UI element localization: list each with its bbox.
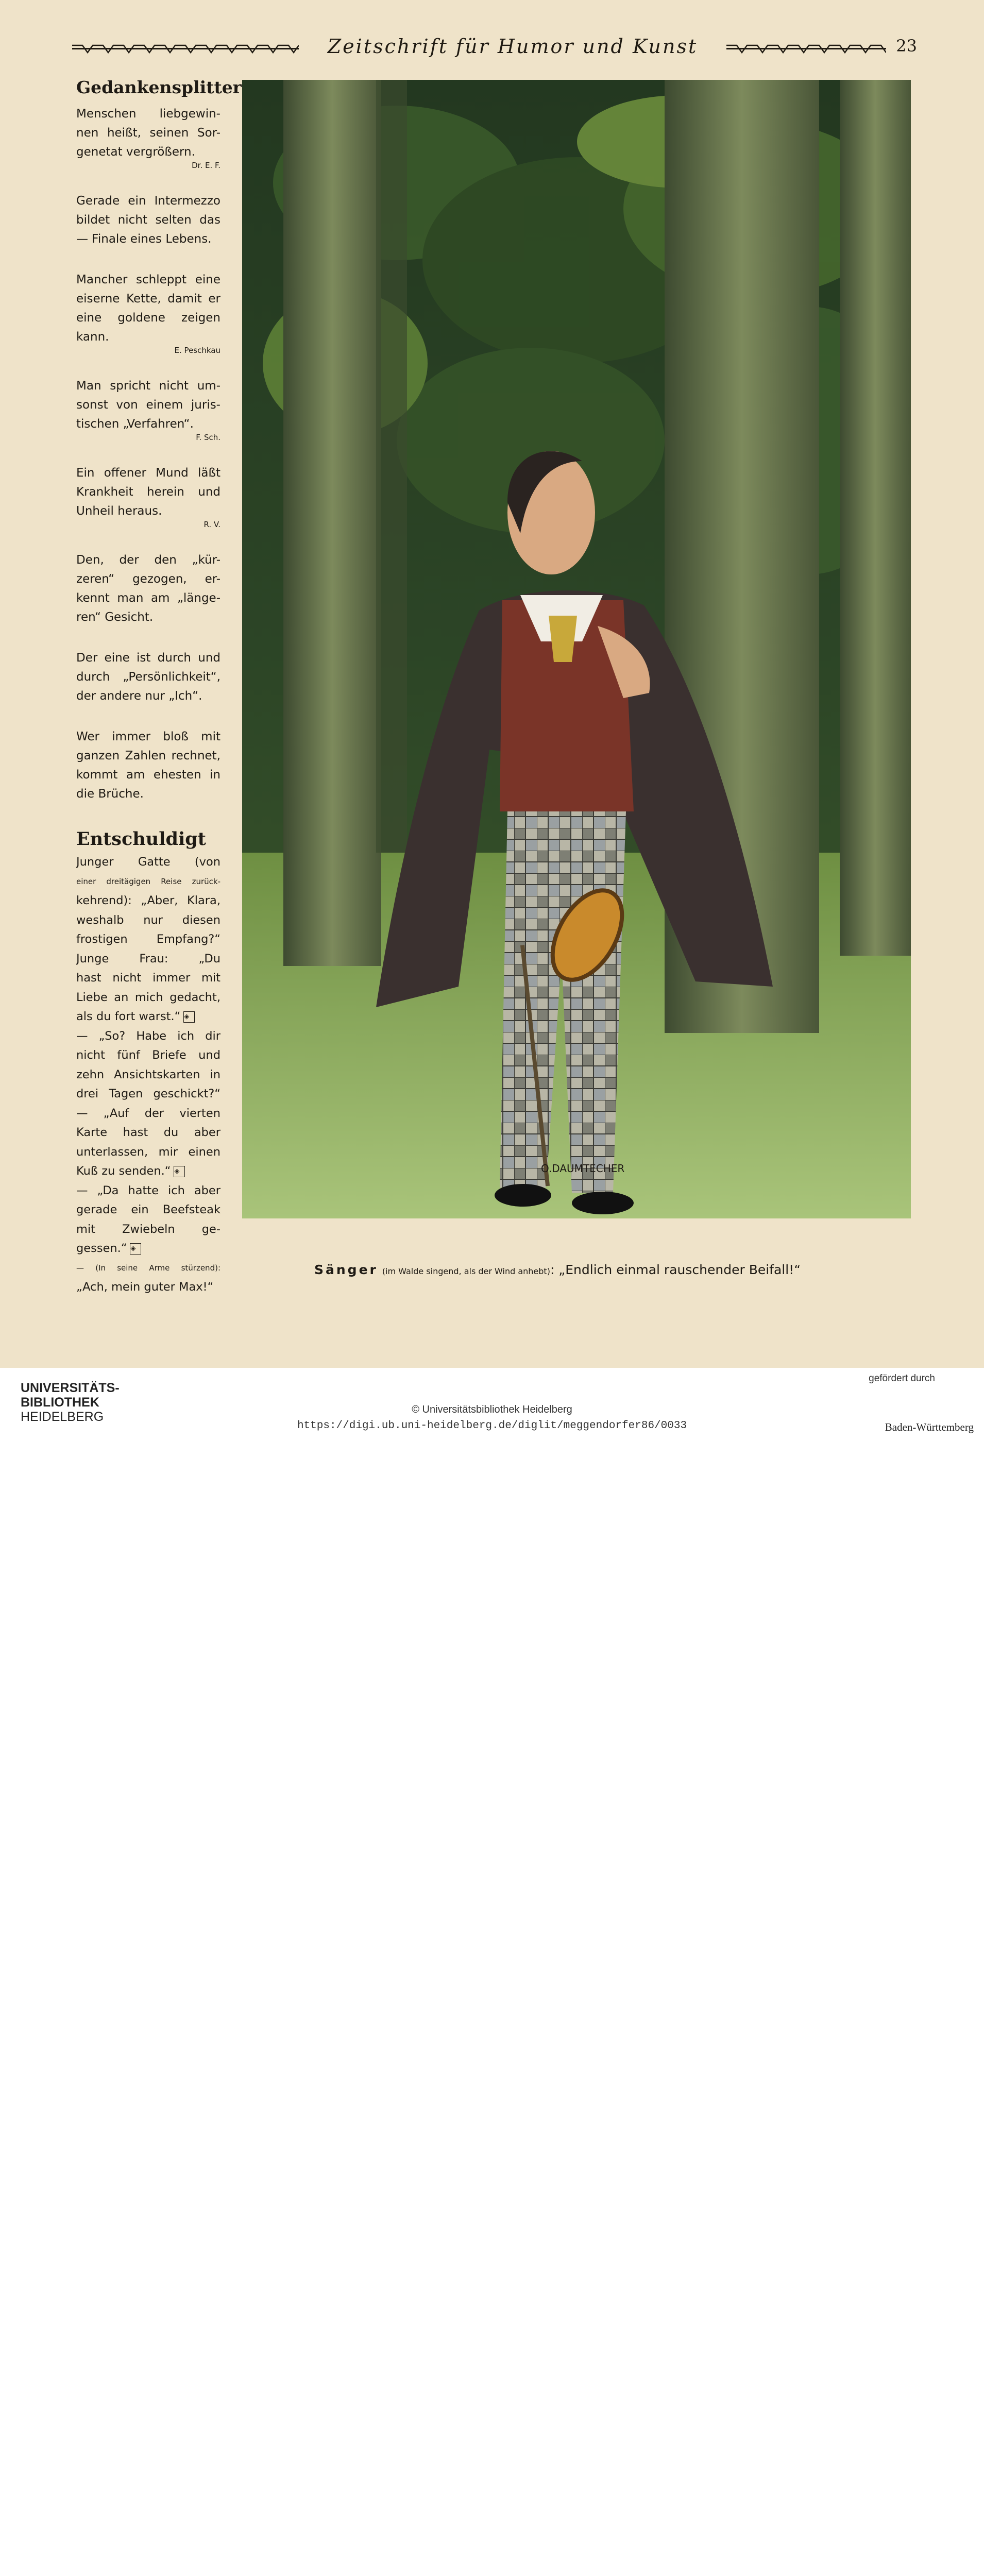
anecdote-line-text: Liebe an mich gedacht, [76,990,220,1004]
aphorism-line: kann. [76,330,109,344]
page-number: 23 [896,36,917,56]
header-ornament-left [72,43,299,55]
anecdote-line [76,1278,220,1297]
aphorism-line: bildet nicht selten das [76,213,220,227]
aphorism-line: Den, der den „kür- [76,553,220,567]
anecdote-line-text: unterlassen, mir einen [76,1145,220,1159]
anecdote-line-text: Junge Frau: „Du [76,952,220,965]
library-name-line2: BIBLIOTHEK [21,1395,99,1410]
aphorism [76,464,220,529]
anecdote-line [76,1143,220,1162]
aphorism-line: eiserne Kette, damit er [76,292,220,306]
anecdote-line-text: gessen.“ [76,1242,127,1255]
aphorism-line: Wer immer bloß mit [76,730,220,743]
aphorism-line: eine goldene zeigen [76,311,220,325]
aphorism-line: Krankheit herein und [76,485,220,499]
anecdote-line [76,891,220,911]
aphorism-line: Mancher schleppt eine [76,273,220,286]
anecdote-line-text: kehrend): „Aber, Klara, [76,894,220,907]
aphorism-signature: E. Peschkau [174,346,220,355]
aphorism-list [76,105,220,804]
anecdote-line [76,1181,220,1201]
aphorism-line: Gerade ein Intermezzo [76,194,220,208]
anecdote-line [76,1007,220,1027]
anecdote-line-text: Kuß zu senden.“ [76,1164,171,1178]
aphorism [76,270,220,355]
aphorism-line: Unheil heraus. [76,504,162,518]
anecdote-line [76,1259,220,1278]
aphorism-line: die Brüche. [76,787,144,801]
aphorism-line: nen heißt, seinen Sor- [76,126,220,140]
section-title-gedankensplitter: Gedankensplitter [76,77,242,97]
anecdote-line [76,1220,220,1240]
section-title-entschuldigt: Entschuldigt [76,828,206,850]
anecdote-line-text: mit Zwiebeln ge- [76,1222,220,1236]
anecdote-line [76,1123,220,1143]
aphorism [76,377,220,442]
aphorism-signature: R. V. [203,520,220,529]
anecdote-line-text: drei Tagen geschickt?“ [76,1087,220,1100]
section-mark-icon: ◈ [183,1011,195,1023]
anecdote-line-text: — (In seine Arme stürzend): [76,1263,220,1273]
page-header [72,32,917,63]
anecdote-line [76,853,220,872]
anecdote-line-text: frostigen Empfang?“ [76,933,220,946]
aphorism-line: Der eine ist durch und [76,651,220,665]
aphorism-line: durch „Persönlichkeit“, [76,670,220,684]
anecdote-line-text: — „Auf der vierten [76,1106,220,1120]
anecdote-line [76,1084,220,1104]
aphorism-line: zeren“ gezogen, er- [76,572,220,586]
aphorism-line: sonst von einem juris- [76,398,220,412]
aphorism-line: ren“ Gesicht. [76,611,154,624]
anecdote-line-text: einer dreitägigen Reise zurück- [76,876,220,886]
aphorism-line: genetat vergrößern. [76,145,195,159]
anecdote-line-text: — „Da hatte ich aber [76,1183,220,1197]
tree-trunk-right [840,80,911,956]
permalink-url[interactable]: https://digi.ub.uni-heidelberg.de/diglit/meggendorfer86/0033 [297,1420,687,1432]
aphorism-line: Menschen liebgewin- [76,107,220,121]
anecdote-line [76,1200,220,1220]
anecdote-line-text: zehn Ansichtskarten in [76,1067,220,1081]
aphorism [76,192,220,249]
anecdote-line [76,1104,220,1124]
aphorism-line: tischen „Verfahren“. [76,417,194,431]
anecdote-line-text: „Ach, mein guter Max!“ [76,1280,214,1294]
copyright-notice: © Universitätsbibliothek Heidelberg [412,1404,572,1415]
forest-singer-illustration [242,80,911,1218]
anecdote-line [76,988,220,1008]
aphorisms-column [76,77,242,825]
aphorism-line: kennt man am „länge- [76,591,220,605]
anecdote-line [76,950,220,969]
caption-direction: (im Walde singend, als der Wind anhebt) [382,1266,550,1276]
anecdote-line-text: Karte hast du aber [76,1126,220,1139]
section-mark-icon: ◈ [130,1243,141,1255]
anecdote-line [76,1239,220,1259]
anecdote-line [76,1046,220,1065]
tree-trunk-left [283,80,381,966]
aphorism-line: Ein offener Mund läßt [76,466,220,480]
library-logo-text [21,1381,120,1424]
aphorism-line: — Finale eines Lebens. [76,232,212,246]
aphorism [76,649,220,706]
section-mark-icon: ◈ [174,1166,185,1177]
library-name-line3: HEIDELBERG [21,1410,104,1424]
library-name-line1: UNIVERSITÄTS- [21,1381,120,1395]
aphorism [76,551,220,627]
anecdote-line [76,930,220,950]
aphorism-signature: F. Sch. [196,433,220,442]
anecdote-text [76,853,220,1297]
aphorism-signature: Dr. E. F. [192,161,220,170]
header-title: Zeitschrift für Humor und Kunst [327,35,698,58]
caption-quote: : „Endlich einmal rauschender Beifall!“ [550,1262,801,1277]
anecdote-line [76,1065,220,1085]
aphorism-line: kommt am ehesten in [76,768,220,782]
funded-by-label: gefördert durch [869,1373,935,1384]
aphorism [76,105,220,170]
aphorism [76,727,220,804]
anecdote-line [76,1027,220,1046]
caption-speaker: Sänger [314,1262,378,1277]
anecdote-line [76,969,220,988]
aphorism-line: der andere nur „Ich“. [76,689,202,703]
anecdote-line-text: gerade ein Beefsteak [76,1203,220,1216]
anecdote-line-text: Junger Gatte (von [76,855,220,869]
anecdote-line-text: als du fort warst.“ [76,1010,181,1023]
anecdote-line-text: hast nicht immer mit [76,971,220,985]
funder-name: Baden-Württemberg [885,1421,974,1433]
artist-signature: O.DAUMTECHER [541,1162,625,1175]
anecdote-line-text: nicht fünf Briefe und [76,1048,220,1062]
anecdote-line-text: — „So? Habe ich dir [76,1029,220,1043]
anecdote-line [76,1162,220,1181]
anecdote-line-text: weshalb nur diesen [76,913,220,927]
anecdote-column [76,828,220,1297]
anecdote-line [76,911,220,930]
header-ornament-right [726,43,886,55]
aphorism-line: Man spricht nicht um- [76,379,220,393]
anecdote-line [76,872,220,892]
illustration-caption [314,1262,911,1277]
aphorism-line: ganzen Zahlen rechnet, [76,749,220,762]
